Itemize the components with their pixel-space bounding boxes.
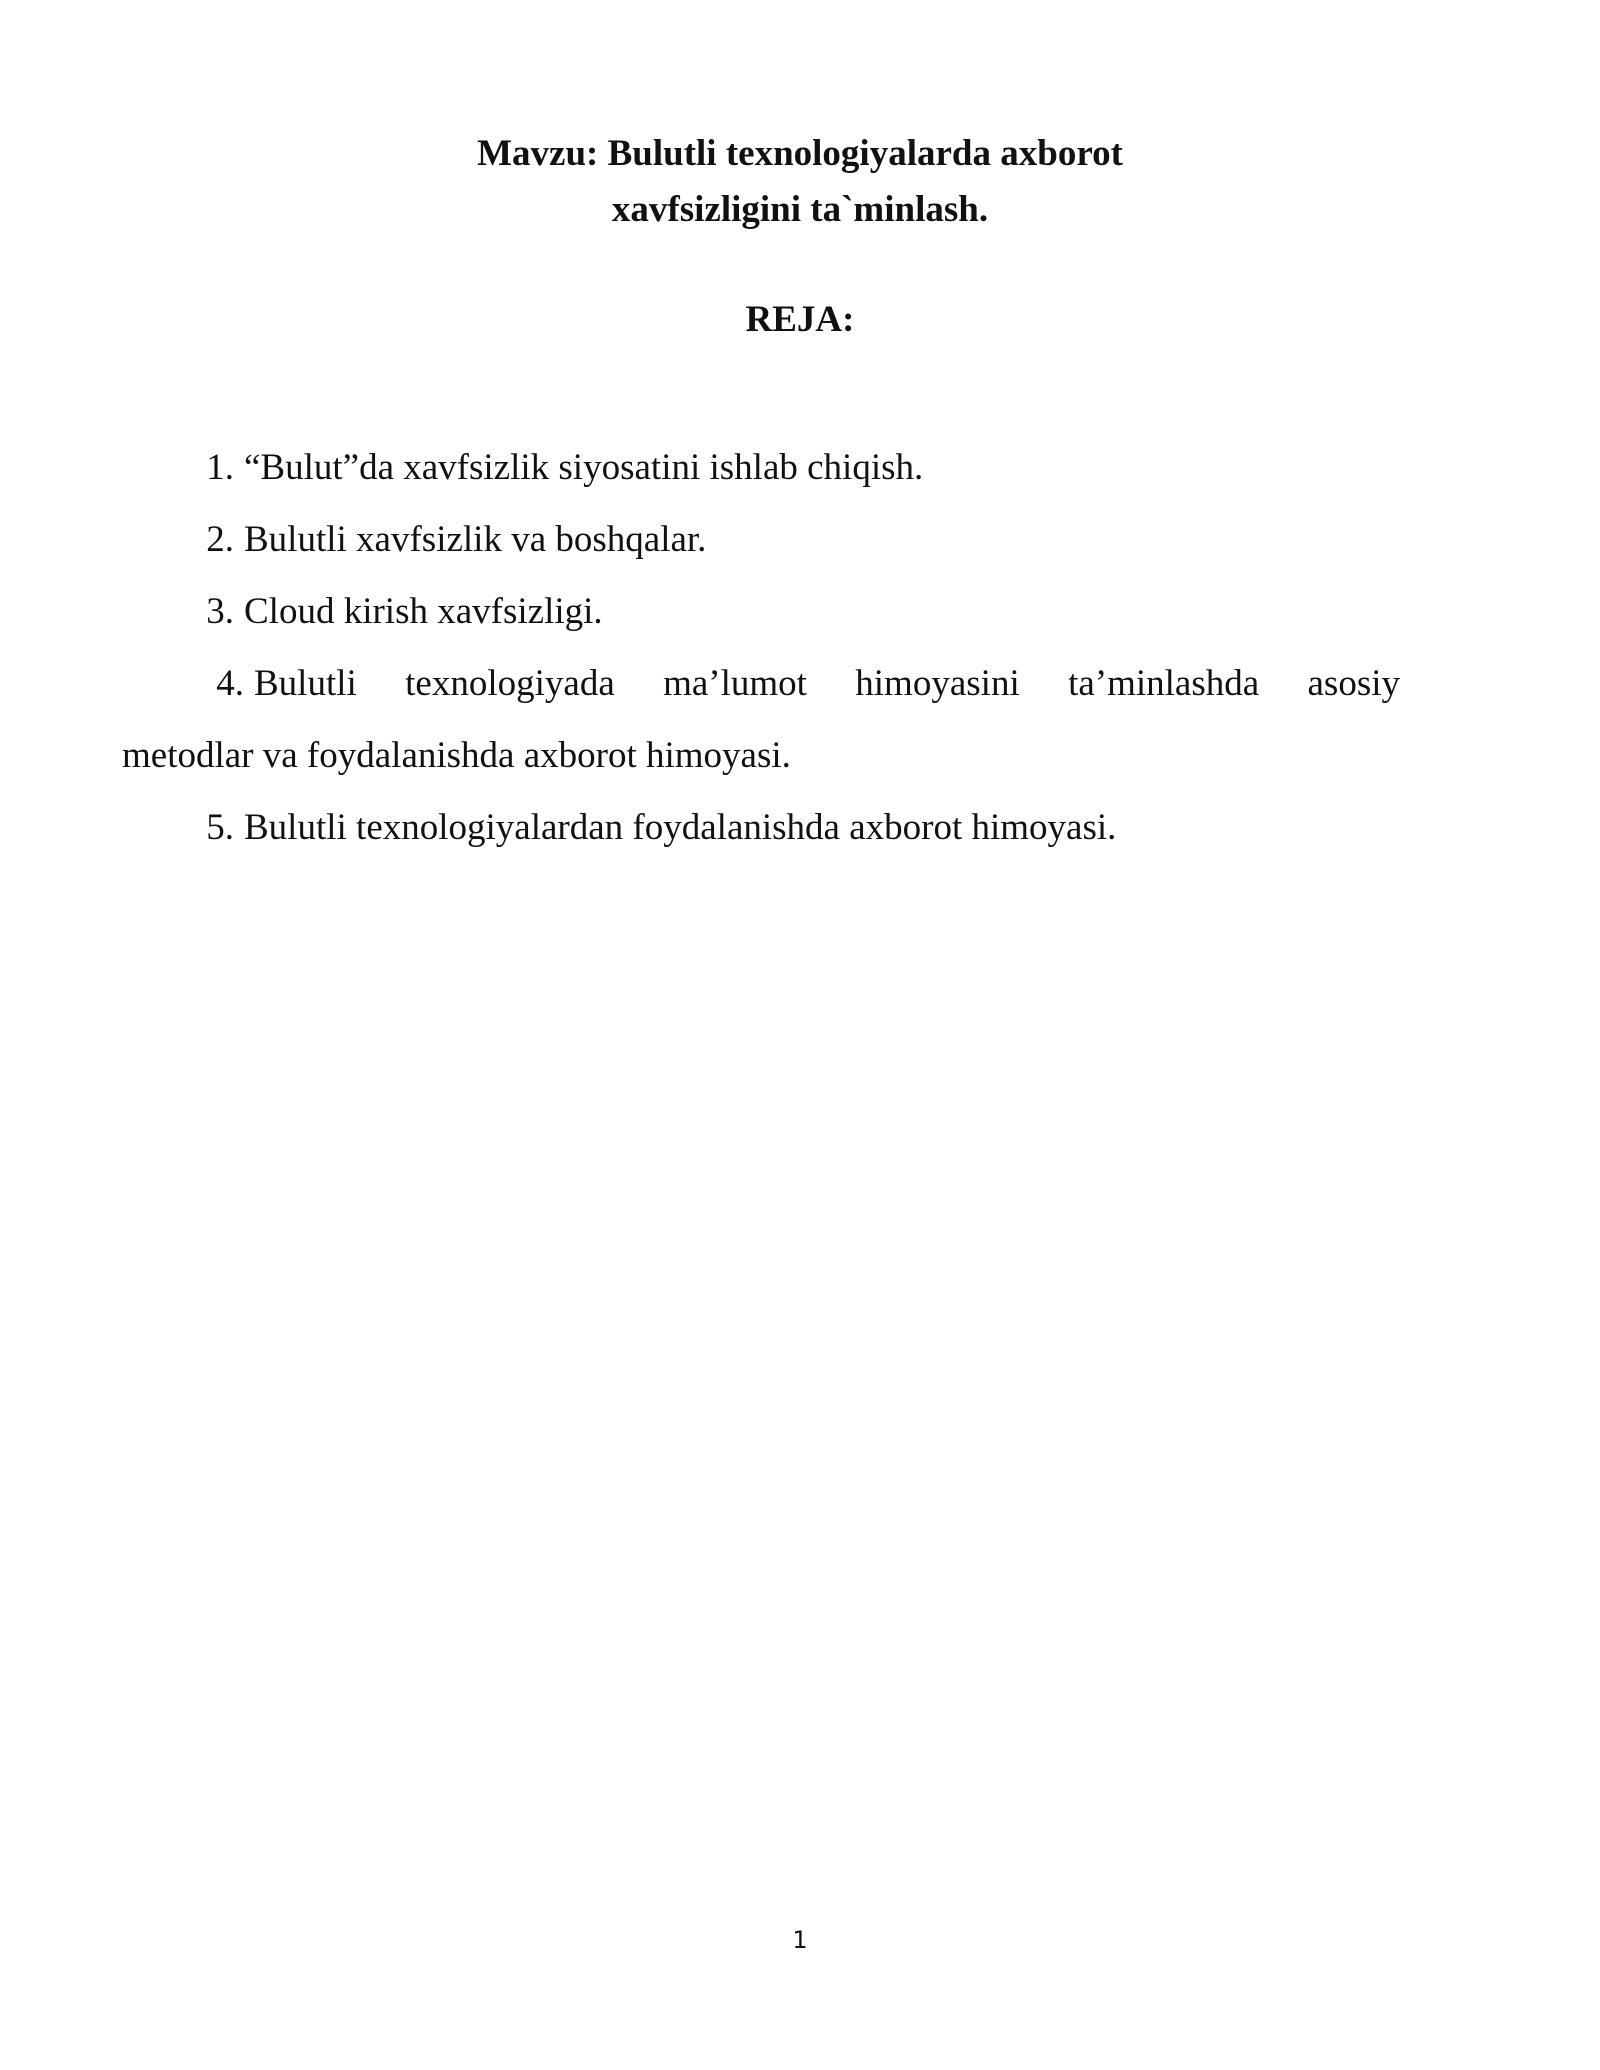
plan-item-word: ta’minlashda: [1068, 663, 1260, 704]
plan-item-number: 5.: [206, 807, 234, 848]
plan-item-5: [178, 792, 1400, 864]
plan-item-number: 4.: [216, 663, 244, 704]
plan-item-word: Bulutli: [254, 663, 357, 704]
plan-item-text: “Bulut”da xavfsizlik siyosatini ishlab chiqish.: [244, 447, 924, 488]
plan-item-4: [122, 648, 1400, 792]
plan-item-2: [178, 504, 1400, 576]
plan-item-word: texnologiyada: [405, 663, 615, 704]
plan-item-continuation: metodlar va foydalanishda axborot himoyasi.: [122, 735, 791, 776]
plan-item-3: [178, 576, 1400, 648]
plan-item-word: ma’lumot: [663, 663, 807, 704]
plan-list: [122, 432, 1400, 864]
plan-item-text: Cloud kirish xavfsizligi.: [244, 591, 603, 632]
plan-item-number: 3.: [206, 591, 234, 632]
title-line-2: xavfsizligini ta`minlash.: [611, 189, 989, 230]
plan-item-first-line: [178, 648, 1400, 720]
plan-item-number: 2.: [206, 519, 234, 560]
plan-item-number: 1.: [206, 447, 234, 488]
document-title: [0, 126, 1600, 238]
title-line-1: Mavzu: Bulutli texnologiyalarda axborot: [477, 133, 1123, 174]
plan-heading: REJA:: [745, 299, 855, 340]
plan-item-1: [178, 432, 1400, 504]
plan-item-word: himoyasini: [855, 663, 1020, 704]
plan-item-justified-words: [254, 648, 1400, 720]
plan-item-text: Bulutli xavfsizlik va boshqalar.: [244, 519, 707, 560]
plan-item-word: asosiy: [1307, 663, 1400, 704]
page-number: 1: [792, 1926, 808, 1954]
plan-item-text: Bulutli texnologiyalardan foydalanishda axborot himoyasi.: [244, 807, 1117, 848]
